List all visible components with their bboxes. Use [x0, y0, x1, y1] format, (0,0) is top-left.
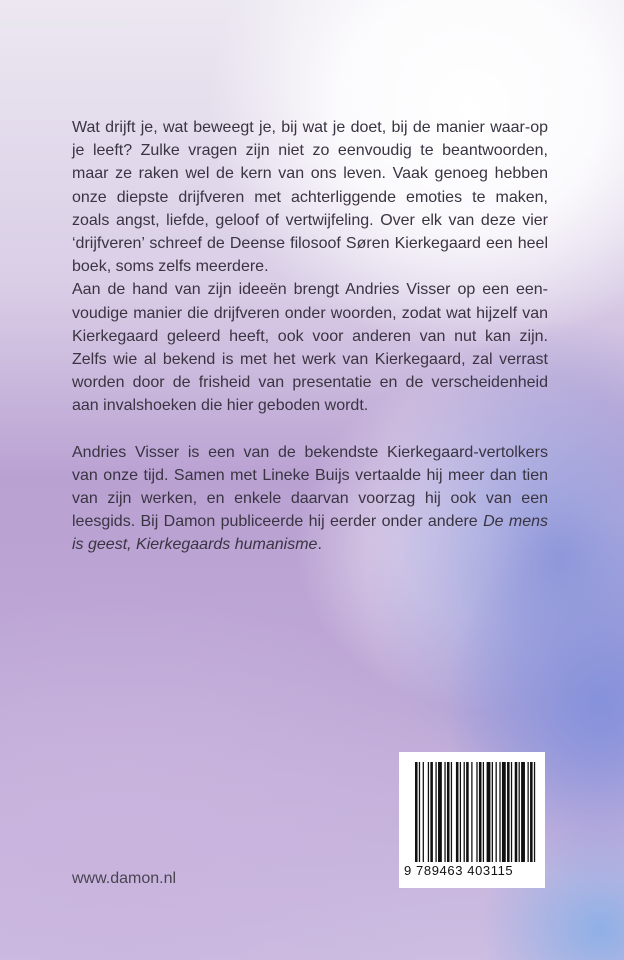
- barcode-bar: [487, 762, 491, 862]
- author-bio-text: Andries Visser is een van de bekendste Kierkegaard-vertolkers van onze tijd. Samen met Lineke Buijs vertaalde hij meer dan tien van zijn werken, en enkele daarvan voorzag hij ook van een leesgids. Bij Damon publiceerde hij eerder onder andere: [72, 443, 548, 531]
- barcode-bar: [423, 762, 424, 862]
- barcode-bar: [430, 762, 433, 862]
- barcode-bar: [479, 762, 482, 862]
- barcode-bar: [464, 762, 465, 862]
- barcode-bar: [419, 762, 420, 862]
- barcode-bar: [492, 762, 493, 862]
- barcode-bar: [496, 762, 497, 862]
- barcode-bar: [466, 762, 469, 862]
- barcode-bar: [483, 762, 484, 862]
- barcode-bar: [476, 762, 477, 862]
- paragraph-spacer: [72, 418, 548, 441]
- barcode-bar: [515, 762, 518, 862]
- barcode-bar: [460, 762, 461, 862]
- barcode-bar: [511, 762, 512, 862]
- barcode-bar: [471, 762, 472, 862]
- author-previous-book-title: De mens is geest, Kierkegaards humanisme: [72, 513, 548, 554]
- barcode-bar: [507, 762, 510, 862]
- blurb-text: [72, 116, 548, 557]
- isbn-digits: 9 789463 403115: [404, 863, 514, 878]
- publisher-website: www.damon.nl: [72, 870, 177, 887]
- barcode-bar: [451, 762, 452, 862]
- barcode-bar: [447, 762, 450, 862]
- description-paragraph-2: Aan de hand van zijn ideeën brengt Andries Visser op een een-voudige manier die drijfveren onder woorden, zodat wat hijzelf van Kierkegaard geleerd heeft, ook voor anderen van nut kan zijn. Zelfs wie al bekend is met het werk van Kierkegaard, zal verrast worden door de frisheid van presentatie en de verscheidenheid aan invalshoeken die hier geboden wordt.: [72, 281, 548, 415]
- barcode-bars-graphic: [415, 762, 539, 862]
- isbn-barcode: [399, 752, 545, 888]
- barcode-bar: [534, 762, 535, 862]
- barcode-bar: [444, 762, 445, 862]
- barcode-bar: [428, 762, 429, 862]
- barcode-bar: [435, 762, 436, 862]
- barcode-bar: [519, 762, 520, 862]
- barcode-bar: [415, 762, 418, 862]
- barcode-bar: [530, 762, 533, 862]
- barcode-bar: [521, 762, 525, 862]
- barcode-bar: [499, 762, 500, 862]
- barcode-bar: [456, 762, 459, 862]
- author-bio: [72, 444, 548, 554]
- author-bio-end: .: [317, 536, 322, 554]
- barcode-bar: [527, 762, 528, 862]
- barcode-bar: [502, 762, 506, 862]
- description-paragraph-1: Wat drijft je, wat beweegt je, bij wat je doet, bij de manier waar-op je leeft? Zulke vragen zijn niet zo eenvoudig te beantwoorden, maar ze raken wel de kern van ons leven. Vaak genoeg hebben onze diepste drijfveren met achterliggende emoties te maken, zoals angst, liefde, geloof of vertwijfeling. Over elk van deze vier ‘drijfveren’ schreef de Deense filosoof Søren Kierkegaard een heel boek, soms zelfs meerdere.: [72, 119, 548, 276]
- barcode-bar: [438, 762, 442, 862]
